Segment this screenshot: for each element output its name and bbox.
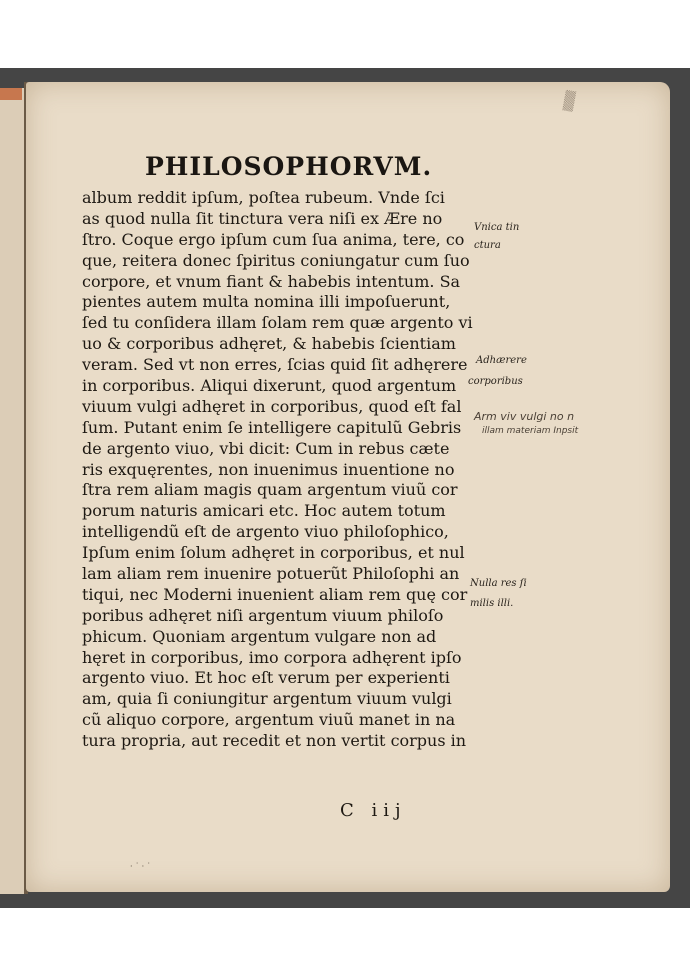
text-line: corpore, et vnum fiant & habebis intentum. Sa [82,271,461,291]
text-line: ſtro. Coque ergo ipſum cum ſua anima, tere, co [82,229,465,249]
text-line: ſtra rem aliam magis quam argentum viuũ cor [82,480,458,500]
text-line: ris exquęrentes, non inuenimus inuentione no [82,459,455,479]
text-line: Ipſum enim ſolum adhęret in corporibus, et nul [82,543,465,563]
text-line: ſed tu conſidera illam ſolam rem quæ argento vi [82,313,473,333]
margin-note: milis illi. [470,598,514,609]
text-line: am, quia ſi coniungitur argentum viuum vulgi [82,689,452,709]
text-line: porum naturis amicari etc. Hoc autem totum [82,501,446,521]
margin-note: Vnica tin [474,222,520,233]
handwritten-note: illam materiam Inpsit [482,426,579,436]
page-header: PHILOSOPHORVM. [145,152,433,181]
text-line: intelligendũ eſt de argento viuo philoſophico, [82,522,449,542]
text-line: uo & corporibus adhęret, & habebis ſcientiam [82,334,456,354]
margin-note: Nulla res ſi [470,578,527,589]
text-line: poribus adhęret niſi argentum viuum philoſo [82,605,444,625]
text-line: cũ aliquo corpore, argentum viuũ manet in na [82,710,456,730]
page-tab-marker [0,88,22,100]
text-line: tura propria, aut recedit et non vertit corpus in [82,731,467,751]
margin-note: Adhærere [476,355,527,366]
handwritten-note: Arm viv vulgi no n [474,410,575,423]
text-line: album reddit ipſum, poſtea rubeum. Vnde ſci [82,188,445,207]
text-line: lam aliam rem inuenire potuerũt Philoſophi an [82,564,460,584]
body-text [82,188,473,752]
text-line: as quod nulla ſit tinctura vera niſi ex Ære no [82,208,443,228]
text-line: hęret in corporibus, imo corpora adhęrent ipſo [82,647,462,667]
text-line: que, reitera donec ſpiritus coniungatur cum ſuo [82,250,470,270]
text-line: in corporibus. Aliqui dixerunt, quod argentum [82,376,457,396]
text-line: veram. Sed vt non erres, ſcias quid ſit adhęrere [82,355,468,375]
text-line: ſum. Putant enim ſe intelligere capitulũ Gebris [82,417,462,437]
text-line: argento viuo. Et hoc eſt verum per experienti [82,668,450,688]
text-line: pientes autem multa nomina illi impoſuerunt, [82,292,451,312]
signature-mark: C iij [340,800,407,821]
margin-note: ctura [474,240,501,251]
text-line: phicum. Quoniam argentum vulgare non ad [82,626,437,646]
ink-specks: · ˙ · ˙ [130,862,151,871]
library-stamp: ▒▒▒ [563,89,578,113]
facing-page-edge [0,88,24,894]
text-line: de argento viuo, vbi dicit: Cum in rebus cæte [82,438,450,458]
text-line: viuum vulgi adhęret in corporibus, quod eſt fal [82,396,462,416]
margin-note: corporibus [468,376,523,387]
text-line: tiqui, nec Moderni inuenient aliam rem quę cor [82,584,468,604]
